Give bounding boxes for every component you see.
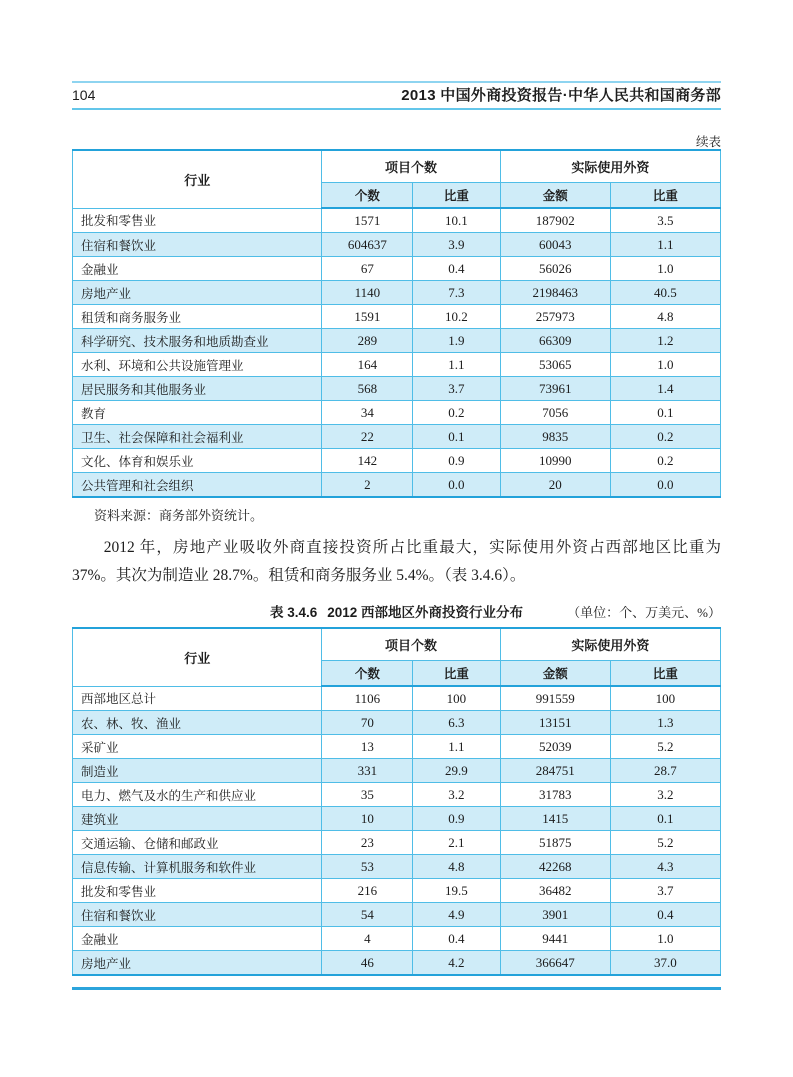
count-cell: 568 [322,377,413,401]
table-row [73,711,721,735]
fdi-share-cell: 3.2 [610,783,720,807]
table-row [73,686,721,711]
table2-wrapper [72,627,721,976]
fdi-share-cell: 5.2 [610,831,720,855]
col-header-projects-group: 项目个数 [322,628,500,661]
share-cell: 3.9 [413,233,500,257]
footer-rule [72,987,721,990]
industry-cell: 制造业 [73,759,322,783]
fdi-share-cell: 3.5 [610,208,720,233]
group-header-row [73,150,721,183]
count-cell: 23 [322,831,413,855]
fdi-share-cell: 0.4 [610,903,720,927]
body-paragraph: 2012 年，房地产业吸收外商直接投资所占比重最大，实际使用外资占西部地区比重为 37%。其次为制造业 28.7%。租赁和商务服务业 5.4%。（表 3.4.6）。 [72,539,721,584]
col-header-count: 个数 [322,661,413,687]
amount-cell: 187902 [500,208,610,233]
table-row [73,831,721,855]
amount-cell: 9835 [500,425,610,449]
fdi-share-cell: 0.2 [610,425,720,449]
count-cell: 10 [322,807,413,831]
table-row [73,401,721,425]
table-row [73,855,721,879]
table-row [73,807,721,831]
count-cell: 1571 [322,208,413,233]
amount-cell: 284751 [500,759,610,783]
count-cell: 289 [322,329,413,353]
amount-cell: 2198463 [500,281,610,305]
share-cell: 0.9 [413,449,500,473]
industry-cell: 批发和零售业 [73,879,322,903]
count-cell: 22 [322,425,413,449]
industry-cell: 批发和零售业 [73,208,322,233]
count-cell: 35 [322,783,413,807]
fdi-share-cell: 5.2 [610,735,720,759]
col-header-share: 比重 [413,183,500,209]
caption-title: 2012 西部地区外商投资行业分布 [327,605,524,620]
count-cell: 1140 [322,281,413,305]
amount-cell: 991559 [500,686,610,711]
industry-table-346 [72,627,721,976]
count-cell: 46 [322,951,413,976]
share-cell: 1.1 [413,735,500,759]
amount-cell: 73961 [500,377,610,401]
unit-note: （单位：个、万美元、%） [567,605,721,620]
count-cell: 1106 [322,686,413,711]
share-cell: 4.2 [413,951,500,976]
count-cell: 53 [322,855,413,879]
fdi-share-cell: 1.2 [610,329,720,353]
count-cell: 216 [322,879,413,903]
amount-cell: 56026 [500,257,610,281]
fdi-share-cell: 0.1 [610,401,720,425]
count-cell: 54 [322,903,413,927]
share-cell: 2.1 [413,831,500,855]
amount-cell: 20 [500,473,610,498]
amount-cell: 66309 [500,329,610,353]
industry-cell: 信息传输、计算机服务和软件业 [73,855,322,879]
fdi-share-cell: 28.7 [610,759,720,783]
col-header-fdi-group: 实际使用外资 [500,628,720,661]
table-row [73,329,721,353]
industry-cell: 采矿业 [73,735,322,759]
table-row [73,951,721,976]
continued-table-label: 续表 [695,135,721,149]
fdi-share-cell: 0.0 [610,473,720,498]
share-cell: 19.5 [413,879,500,903]
share-cell: 29.9 [413,759,500,783]
source-note: 资料来源：商务部外资统计。 [94,508,264,523]
share-cell: 3.7 [413,377,500,401]
page-content [72,0,721,976]
fdi-share-cell: 4.3 [610,855,720,879]
share-cell: 0.2 [413,401,500,425]
table-row [73,208,721,233]
industry-cell: 教育 [73,401,322,425]
col-header-fdi-group: 实际使用外资 [500,150,720,183]
amount-cell: 52039 [500,735,610,759]
amount-cell: 9441 [500,927,610,951]
col-header-share: 比重 [610,183,720,209]
share-cell: 4.9 [413,903,500,927]
table-body [73,686,721,975]
fdi-share-cell: 1.0 [610,257,720,281]
caption-label: 表 3.4.6 [269,605,318,620]
table-row [73,903,721,927]
share-cell: 0.9 [413,807,500,831]
share-cell: 0.4 [413,257,500,281]
amount-cell: 7056 [500,401,610,425]
fdi-share-cell: 3.7 [610,879,720,903]
table-row [73,927,721,951]
fdi-share-cell: 4.8 [610,305,720,329]
industry-cell: 居民服务和其他服务业 [73,377,322,401]
share-cell: 7.3 [413,281,500,305]
amount-cell: 257973 [500,305,610,329]
share-cell: 1.9 [413,329,500,353]
count-cell: 13 [322,735,413,759]
count-cell: 331 [322,759,413,783]
share-cell: 10.2 [413,305,500,329]
running-title: 2013 中国外商投资报告·中华人民共和国商务部 [401,87,721,104]
table-row [73,377,721,401]
col-header-amount: 金额 [500,183,610,209]
industry-cell: 农、林、牧、渔业 [73,711,322,735]
industry-cell: 电力、燃气及水的生产和供应业 [73,783,322,807]
amount-cell: 36482 [500,879,610,903]
count-cell: 4 [322,927,413,951]
amount-cell: 10990 [500,449,610,473]
industry-cell: 卫生、社会保障和社会福利业 [73,425,322,449]
table-head [73,150,721,208]
fdi-share-cell: 1.0 [610,927,720,951]
amount-cell: 60043 [500,233,610,257]
table-body [73,208,721,497]
industry-table-continued [72,149,721,498]
share-cell: 0.1 [413,425,500,449]
amount-cell: 366647 [500,951,610,976]
count-cell: 1591 [322,305,413,329]
fdi-share-cell: 1.0 [610,353,720,377]
count-cell: 604637 [322,233,413,257]
amount-cell: 3901 [500,903,610,927]
industry-cell: 建筑业 [73,807,322,831]
amount-cell: 1415 [500,807,610,831]
col-header-share: 比重 [610,661,720,687]
industry-cell: 房地产业 [73,281,322,305]
industry-cell: 金融业 [73,257,322,281]
table-row [73,735,721,759]
share-cell: 0.4 [413,927,500,951]
share-cell: 100 [413,686,500,711]
industry-cell: 住宿和餐饮业 [73,233,322,257]
table-row [73,759,721,783]
col-header-amount: 金额 [500,661,610,687]
count-cell: 67 [322,257,413,281]
count-cell: 142 [322,449,413,473]
table-row [73,305,721,329]
industry-cell: 交通运输、仓储和邮政业 [73,831,322,855]
amount-cell: 42268 [500,855,610,879]
industry-cell: 租赁和商务服务业 [73,305,322,329]
fdi-share-cell: 1.4 [610,377,720,401]
page-header [72,81,721,110]
table-row [73,449,721,473]
amount-cell: 31783 [500,783,610,807]
table-row [73,473,721,498]
table-row [73,879,721,903]
industry-cell: 金融业 [73,927,322,951]
industry-cell: 公共管理和社会组织 [73,473,322,498]
col-header-projects-group: 项目个数 [322,150,500,183]
group-header-row [73,628,721,661]
table-row [73,233,721,257]
amount-cell: 53065 [500,353,610,377]
fdi-share-cell: 100 [610,686,720,711]
col-header-share: 比重 [413,661,500,687]
industry-cell: 房地产业 [73,951,322,976]
count-cell: 70 [322,711,413,735]
col-header-count: 个数 [322,183,413,209]
industry-cell: 文化、体育和娱乐业 [73,449,322,473]
industry-cell: 水利、环境和公共设施管理业 [73,353,322,377]
share-cell: 3.2 [413,783,500,807]
table-head [73,628,721,686]
share-cell: 6.3 [413,711,500,735]
amount-cell: 13151 [500,711,610,735]
amount-cell: 51875 [500,831,610,855]
count-cell: 34 [322,401,413,425]
count-cell: 164 [322,353,413,377]
fdi-share-cell: 37.0 [610,951,720,976]
table-row [73,281,721,305]
count-cell: 2 [322,473,413,498]
share-cell: 10.1 [413,208,500,233]
col-header-industry: 行业 [73,628,322,686]
share-cell: 0.0 [413,473,500,498]
page-number: 104 [72,86,96,103]
fdi-share-cell: 1.1 [610,233,720,257]
industry-cell: 科学研究、技术服务和地质勘查业 [73,329,322,353]
fdi-share-cell: 0.2 [610,449,720,473]
industry-cell: 住宿和餐饮业 [73,903,322,927]
share-cell: 1.1 [413,353,500,377]
fdi-share-cell: 40.5 [610,281,720,305]
industry-cell: 西部地区总计 [73,686,322,711]
table-row [73,425,721,449]
table-caption [72,601,721,621]
table-row [73,783,721,807]
fdi-share-cell: 0.1 [610,807,720,831]
table-row [73,353,721,377]
fdi-share-cell: 1.3 [610,711,720,735]
share-cell: 4.8 [413,855,500,879]
col-header-industry: 行业 [73,150,322,208]
table-row [73,257,721,281]
